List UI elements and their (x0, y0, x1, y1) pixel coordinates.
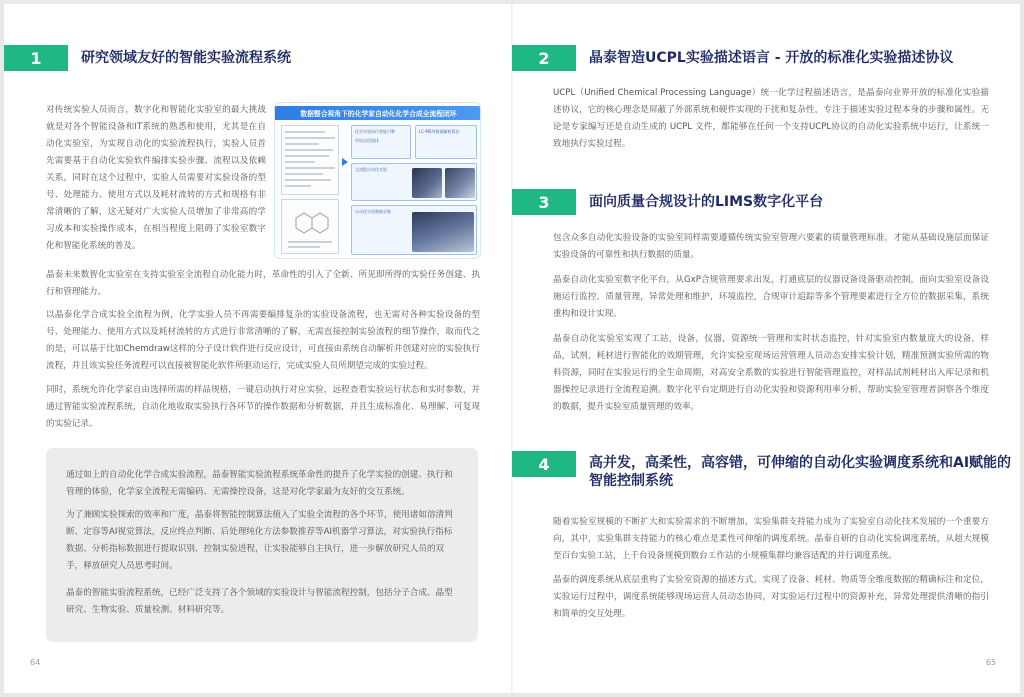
data-collection-panel (351, 205, 477, 255)
software-screenshot-image (281, 125, 339, 195)
section-2-paragraph-1: UCPL（Unified Chemical Processing Language）统一化学过程描述语言，是晶泰向业界开放的标准化实验描述协议，它的核心理念是屏蔽了外部系统和硬件实现的干扰和复杂性，专注于描述实验过程本身的步骤和属性。无论是专家编写还是自动生成的 UCPL 文件，都能够在任何一个支持UCPL协议的自动化实验系统中运行，让系统一致地执行实验过程。 (553, 88, 989, 149)
section-2-header (512, 45, 953, 71)
lab-photo (412, 212, 474, 252)
book-spread (4, 4, 1020, 693)
section-title: 面向质量合规设计的LIMS数字化平台 (589, 194, 824, 210)
workflow-figure (274, 102, 481, 259)
section-1-paragraph-2: 晶泰未来数智化实验室在支持实验室全流程自动化能力时，革命性的引入了全新、所见即所得的实验任务创建、执行和管理能力。 (46, 270, 480, 297)
summary-paragraph-2: 为了兼顾实验探索的效率和广度，晶泰将智能控制算法植入了实验全流程的各个环节，使用诸如溶清判断、定容等AI视觉算法，反应终点判断、后处理纯化方法参数推荐等AI机器学习算法，对实验执行指标数据、分析指标数据进行提取识别、控制实验进程，让实验能够自主执行，进一步解放研究人员的双手，释放研究人员思考时间。 (66, 510, 453, 571)
section-4-paragraph-2: 晶泰的调度系统从底层重构了实验室资源的描述方式，实现了设备、耗材、物质等全维度数据的精确标注和定位，实验运行过程中，调度系统能够现场运营人员动态协同，对实验运行过程中的资源补充，异常处理提供清晰的指引和简单的交互处理。 (553, 575, 989, 619)
page-number: 65 (985, 658, 996, 667)
figure-label: 自动化实验数据采集 (355, 209, 391, 214)
automation-panel (351, 163, 477, 201)
engine-panel (351, 125, 411, 159)
section-title (589, 454, 1011, 490)
section-title-line-1: 高并发，高柔性，高容错，可伸缩的自动化实验调度系统和AI赋能的 (589, 455, 1012, 471)
right-page (512, 4, 1020, 693)
molecule-sketch-image (281, 199, 339, 254)
figure-label: 全流程自动化实验 (355, 167, 387, 172)
left-page (4, 4, 512, 693)
figure-title: 数据整合视角下的化学家自动化化学合成全流程闭环 (275, 106, 481, 120)
lab-equipment-photo (445, 168, 475, 198)
section-title-line-2: 智能控制系统 (589, 473, 673, 489)
figure-label: 化学实验执行智能引擎 (355, 129, 395, 134)
summary-paragraph-3: 晶泰的智能实验流程系统，已经广泛支持了各个领域的实验设计与智能流程控制，包括分子合成、晶型研究、生物实验、质量检测、材料研究等。 (66, 588, 453, 615)
analysis-panel (415, 125, 477, 159)
figure-label: LC-MS等数据解析算法 (419, 129, 460, 134)
section-number-badge: 4 (512, 451, 576, 477)
summary-paragraph-1: 通过如上的自动化化学合成实验流程，晶泰智能实验流程系统革命性的提升了化学实验的创建、执行和管理的体验，化学家全流程无需编码、无需操控设备，这是对化学家最为友好的交互系统。 (66, 470, 453, 497)
section-3-paragraph-2: 晶泰自动化实验室数字化平台，从GxP合规管理要求出发，打通底层的仪器设备设备驱动控制，面向实验室设备设施运行监控，质量管理，异常处理和维护，环境监控，合规审计追踪等多个管理要素进行全方位的数据采集，系统重构和设计实现。 (553, 275, 989, 319)
section-3-paragraph-3: 晶泰自动化实验室实现了工站，设备，仪器，资源统一管理和实时状态监控，针对实验室内数量庞大的设备，样品，试剂，耗材进行智能化的效期管理，允许实验室现场运营管理人员动态安排实验计划，精准预测实验所需的物料资源，同时在实验运行的全生命周期，对高安全系数的实验进行智能管理监控，对样品试剂耗材出入库记录和机器操控记录进行全流程追溯。数字化平台定期进行自动化实验和资源利用率分析，帮助实验室管理者洞察各个维度的数据，提升实验室质量管理的效率。 (553, 334, 989, 412)
section-number-badge: 1 (4, 45, 68, 71)
section-title: 晶泰智造UCPL实验描述语言 - 开放的标准化实验描述协议 (589, 50, 954, 66)
lab-robot-photo (412, 168, 442, 198)
section-3-paragraph-1: 包含众多自动化实验设备的实验室同样需要遵循传统实验室管理六要素的质量管理标准，才能从基础设施层面保证实验设备的可靠性和执行数据的质量。 (553, 233, 989, 260)
section-1-paragraph-3: 以晶泰化学合成实验全流程为例，化学实验人员不再需要编排复杂的实验设备流程，也无需对各种实验设备的型号、处理能力、使用方式以及耗材流转的方式进行非常清晰的了解，无需直接控制实验流程的细节操作，取而代之的是，可以基于比如Chemdraw这样的分子设计软件进行反应设计，可直接由系统自动解析并创建对应的实验执行流程，并且该实验任务流程可以直接被智能化软件所驱动运行，完成实验人员所期望完成的实验过程。 (46, 310, 480, 371)
section-4-paragraph-1: 随着实验室规模的不断扩大和实验需求的不断增加，实验集群支持能力成为了实验室自动化技术发展的一个重要方向，其中，实验集群支持能力的核心难点是柔性可伸缩的调度系统。晶泰自研的自动化实验调度系统，从超大规模至百台实验工站，上千台设备规模到数台工作站的小规模集群均兼容适配的并行调度系统。 (553, 517, 989, 561)
section-number-badge: 2 (512, 45, 576, 71)
summary-box (46, 448, 478, 642)
figure-label: 智能流程编排 (355, 138, 379, 143)
section-1-paragraph-4: 同时，系统允许化学家自由选择所需的样品规格，一键启动执行对应实验，远程查看实验运行状态和实时参数，并通过智能实验流程系统，自动化地收取实验执行各环节的操作数据和分析数据，并且生成标准化、易理解、可复现的实验记录。 (46, 385, 480, 429)
section-1-header (4, 45, 291, 71)
section-3-header (512, 189, 823, 215)
page-number: 64 (30, 658, 41, 667)
section-title: 研究领域友好的智能实验流程系统 (81, 50, 291, 66)
section-number-badge: 3 (512, 189, 576, 215)
section-1-paragraph-1: 对传统实验人员而言，数字化和智能化实验室的最大挑战就是对各个智能设备和IT系统的熟悉和使用，尤其是在自动化实验室，为实现自动化的实验流程执行，实验人员首先需要基于自动化实验软件编排实验步骤、流程以及依赖关系，同时在这个过程中，实验人员需要对实验设备的型号、处理能力、使用方式以及耗材流转的方式和规格有非常清晰的了解，这无疑对广大实验人员增加了非常高的学习成本和实验操作成本，在相当程度上阻碍了实验室数字化和智能化系统的普及。 (46, 105, 266, 251)
section-4-header (512, 451, 1011, 490)
